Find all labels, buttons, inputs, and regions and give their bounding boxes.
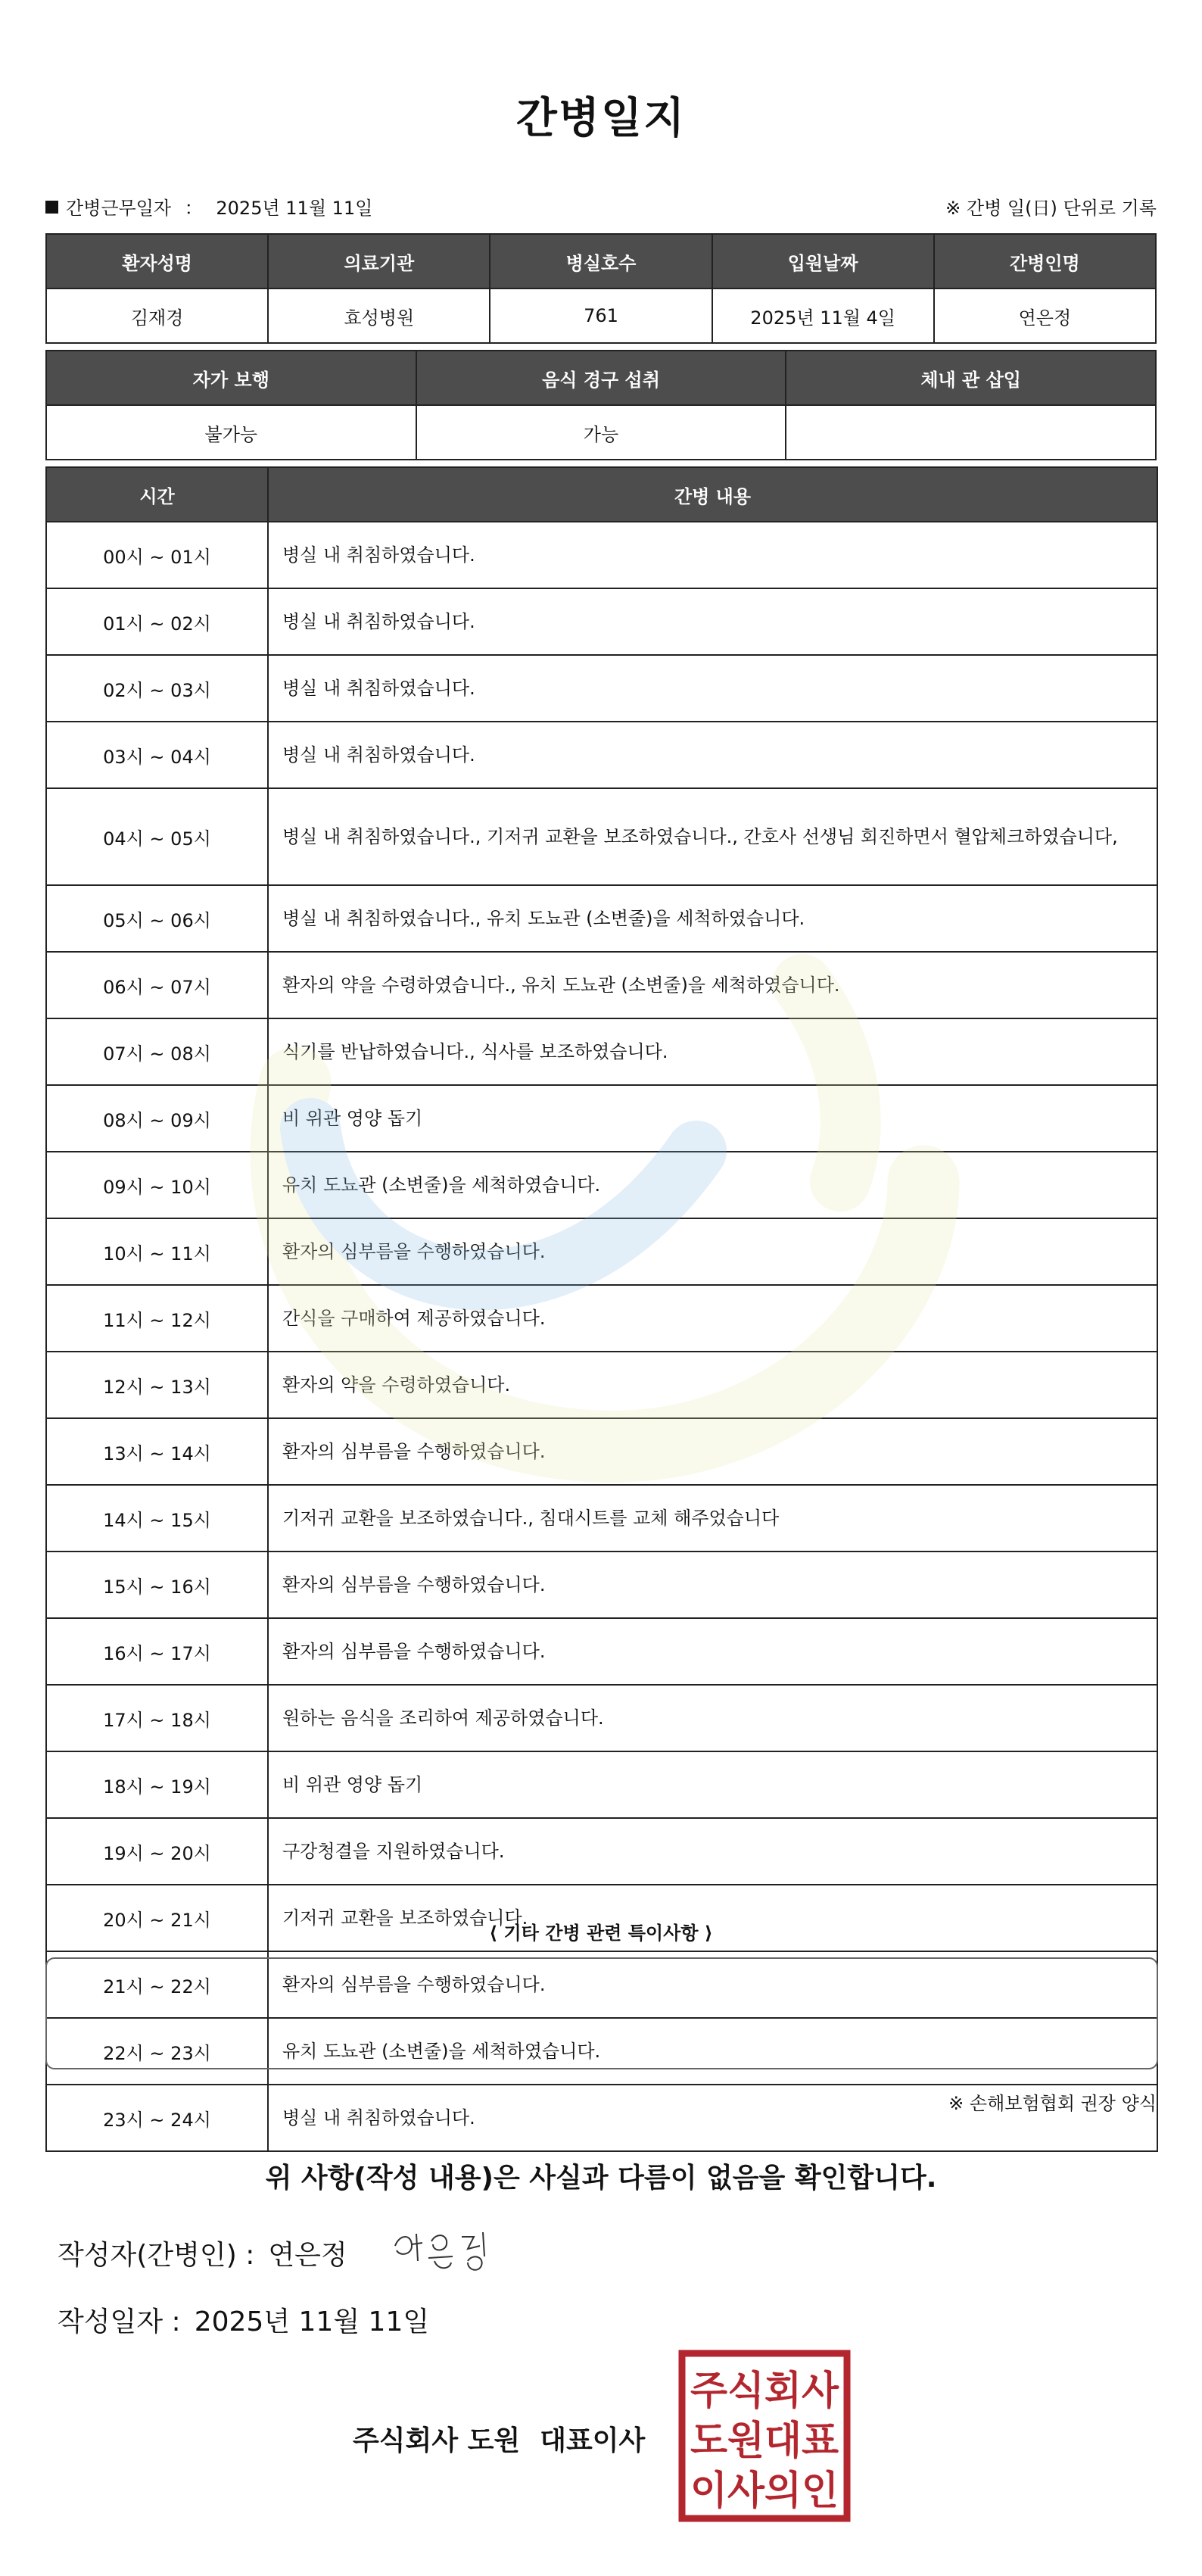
log-row: [46, 1152, 1157, 1218]
log-content: 기저귀 교환을 보조하였습니다.: [268, 1885, 1157, 1951]
log-time: 20시 ~ 21시: [46, 1885, 268, 1951]
log-time: 04시 ~ 05시: [46, 788, 268, 885]
company-name: 주식회사 도원: [353, 2425, 521, 2456]
work-date: [45, 193, 372, 220]
log-row: [46, 1352, 1157, 1418]
hospital-name: 효성병원: [268, 288, 490, 343]
header-caregiver-name: 간병인명: [934, 234, 1156, 288]
log-time: 03시 ~ 04시: [46, 722, 268, 788]
admission-date: 2025년 11월 4일: [712, 288, 934, 343]
log-time: 18시 ~ 19시: [46, 1751, 268, 1818]
square-bullet-icon: [45, 201, 58, 214]
written-date-line: [58, 2300, 429, 2339]
log-row: [46, 522, 1157, 588]
log-time: 14시 ~ 15시: [46, 1485, 268, 1552]
log-row: [46, 588, 1157, 655]
patient-info-table: [45, 233, 1157, 344]
log-content: 병실 내 취침하였습니다.: [268, 722, 1157, 788]
log-content: 환자의 심부름을 수행하였습니다.: [268, 1218, 1157, 1285]
log-time: 08시 ~ 09시: [46, 1085, 268, 1152]
log-time: 15시 ~ 16시: [46, 1552, 268, 1618]
log-row: [46, 1818, 1157, 1885]
header-room-number: 병실호수: [490, 234, 712, 288]
log-time: 13시 ~ 14시: [46, 1418, 268, 1485]
svg-text:도원대표: 도원대표: [690, 2419, 839, 2464]
confirmation-statement: 위 사항(작성 내용)은 사실과 다름이 없음을 확인합니다.: [265, 2163, 937, 2194]
handwritten-signature: [389, 2223, 495, 2276]
oral-intake-status: 가능: [416, 405, 786, 460]
log-row: [46, 788, 1157, 885]
log-row: [46, 1552, 1157, 1618]
log-content: 병실 내 취침하였습니다.: [268, 655, 1157, 722]
log-time: 12시 ~ 13시: [46, 1352, 268, 1418]
log-content: 원하는 음식을 조리하여 제공하였습니다.: [268, 1685, 1157, 1751]
log-content: 환자의 심부름을 수행하였습니다.: [268, 1951, 1157, 2018]
log-time: 11시 ~ 12시: [46, 1285, 268, 1352]
log-content: 비 위관 영양 돕기: [268, 1085, 1157, 1152]
page-title: 간병일지: [515, 94, 687, 143]
log-content: 병실 내 취침하였습니다.: [268, 522, 1157, 588]
log-time: 10시 ~ 11시: [46, 1218, 268, 1285]
svg-text:이사의인: 이사의인: [690, 2468, 839, 2514]
log-content: 병실 내 취침하였습니다.: [268, 588, 1157, 655]
log-content: 기저귀 교환을 보조하였습니다., 침대시트를 교체 해주었습니다: [268, 1485, 1157, 1552]
log-content: 병실 내 취침하였습니다., 유치 도뇨관 (소변줄)을 세척하였습니다.: [268, 885, 1157, 952]
log-content: 환자의 심부름을 수행하였습니다.: [268, 1418, 1157, 1485]
log-row: [46, 1751, 1157, 1818]
log-content: 유치 도뇨관 (소변줄)을 세척하였습니다.: [268, 1152, 1157, 1218]
writer-label: 작성자(간병인) :: [58, 2240, 255, 2271]
log-time: 01시 ~ 02시: [46, 588, 268, 655]
log-time: 21시 ~ 22시: [46, 1951, 268, 2018]
log-row: [46, 1618, 1157, 1685]
log-content: 환자의 약을 수령하였습니다.: [268, 1352, 1157, 1418]
log-row: [46, 655, 1157, 722]
log-content: 병실 내 취침하였습니다., 기저귀 교환을 보조하였습니다., 간호사 선생님 회진하면서 혈압체크하였습니다,: [268, 788, 1157, 885]
remarks-box: [45, 1957, 1158, 2069]
log-time: 16시 ~ 17시: [46, 1618, 268, 1685]
log-row: [46, 1685, 1157, 1751]
header-oral-intake: 음식 경구 섭취: [416, 351, 786, 405]
header-time: 시간: [46, 467, 268, 522]
remarks-title: ⟨ 기타 간병 관련 특이사항 ⟩: [489, 1923, 713, 1944]
log-time: 07시 ~ 08시: [46, 1018, 268, 1085]
log-row: [46, 885, 1157, 952]
log-time: 23시 ~ 24시: [46, 2085, 268, 2151]
log-content: 환자의 약을 수령하였습니다., 유치 도뇨관 (소변줄)을 세척하였습니다.: [268, 952, 1157, 1018]
header-hospital: 의료기관: [268, 234, 490, 288]
work-date-separator: ：: [184, 198, 203, 219]
writer-line: [58, 2234, 347, 2272]
log-content: 환자의 심부름을 수행하였습니다.: [268, 1552, 1157, 1618]
log-row: [46, 1218, 1157, 1285]
company-line: [353, 2419, 645, 2458]
walking-status: 불가능: [46, 405, 416, 460]
room-number: 761: [490, 288, 712, 343]
log-row: [46, 1085, 1157, 1152]
writer-name: 연은정: [268, 2240, 347, 2271]
work-date-label: 간병근무일자: [66, 198, 172, 219]
log-content: 병실 내 취침하였습니다.: [268, 2085, 1157, 2151]
form-source-note: ※ 손해보험협회 권장 양식: [948, 2093, 1157, 2114]
care-log-table: [45, 466, 1158, 2152]
log-row: [46, 1285, 1157, 1352]
log-row: [46, 952, 1157, 1018]
log-time: 17시 ~ 18시: [46, 1685, 268, 1751]
record-unit-note: ※ 간병 일(日) 단위로 기록: [945, 198, 1157, 219]
log-row: [46, 1018, 1157, 1085]
written-date-value: 2025년 11월 11일: [194, 2306, 430, 2337]
log-content: 유치 도뇨관 (소변줄)을 세척하였습니다.: [268, 2018, 1157, 2085]
log-content: 구강청결을 지원하였습니다.: [268, 1818, 1157, 1885]
log-time: 09시 ~ 10시: [46, 1152, 268, 1218]
header-care-content: 간병 내용: [268, 467, 1157, 522]
log-content: 비 위관 영양 돕기: [268, 1751, 1157, 1818]
log-time: 19시 ~ 20시: [46, 1818, 268, 1885]
log-time: 02시 ~ 03시: [46, 655, 268, 722]
work-date-row: [45, 193, 1157, 220]
log-content: 환자의 심부름을 수행하였습니다.: [268, 1618, 1157, 1685]
log-time: 22시 ~ 23시: [46, 2018, 268, 2085]
header-walking: 자가 보행: [46, 351, 416, 405]
header-patient-name: 환자성명: [46, 234, 268, 288]
company-seal-stamp: [678, 2350, 851, 2522]
tube-insertion-status: [786, 405, 1156, 460]
header-tube-insertion: 체내 관 삽입: [786, 351, 1156, 405]
log-content: 간식을 구매하여 제공하였습니다.: [268, 1285, 1157, 1352]
patient-name: 김재경: [46, 288, 268, 343]
header-admission-date: 입원날짜: [712, 234, 934, 288]
log-row: [46, 1418, 1157, 1485]
company-title: 대표이사: [540, 2425, 646, 2456]
svg-text:주식회사: 주식회사: [690, 2369, 839, 2414]
log-row: [46, 722, 1157, 788]
log-row: [46, 1485, 1157, 1552]
log-content: 식기를 반납하였습니다., 식사를 보조하였습니다.: [268, 1018, 1157, 1085]
log-time: 05시 ~ 06시: [46, 885, 268, 952]
caregiver-name: 연은정: [934, 288, 1156, 343]
patient-status-table: [45, 350, 1157, 460]
written-date-label: 작성일자 :: [58, 2306, 181, 2337]
work-date-value: 2025년 11월 11일: [216, 198, 373, 219]
log-time: 00시 ~ 01시: [46, 522, 268, 588]
log-time: 06시 ~ 07시: [46, 952, 268, 1018]
